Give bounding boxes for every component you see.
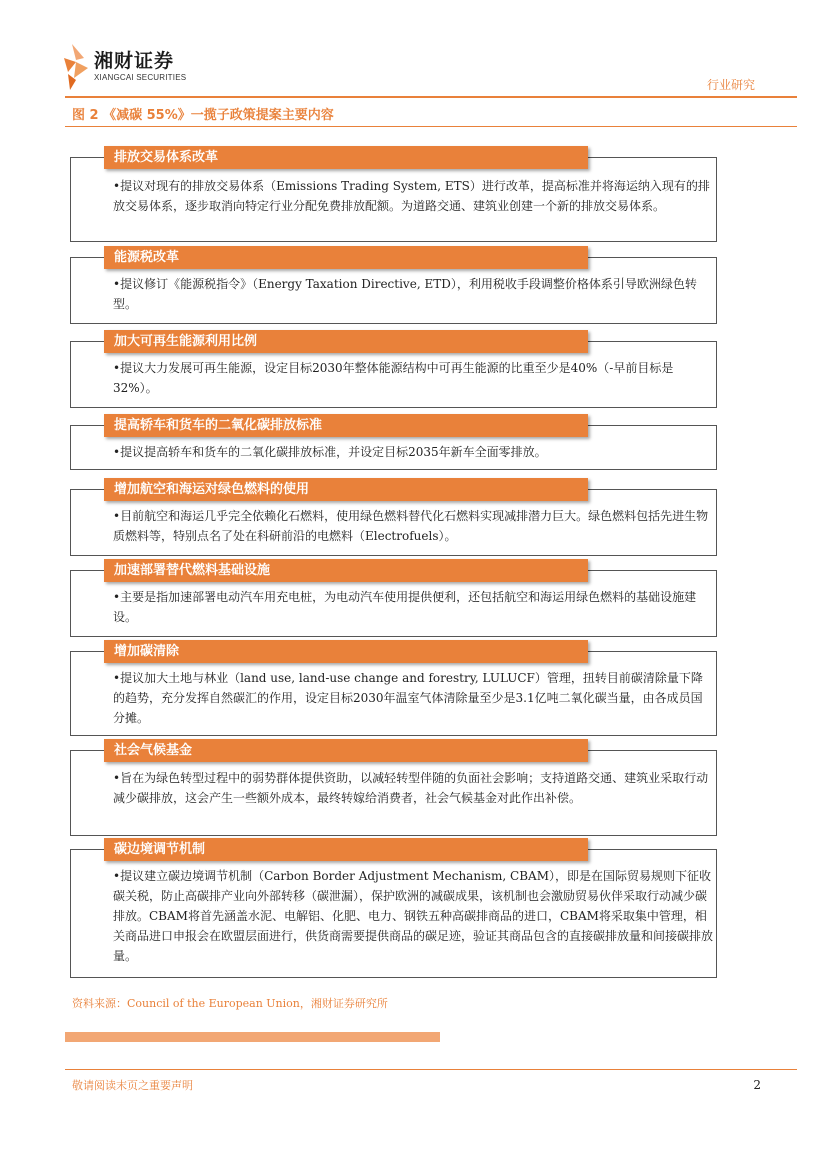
- footer-divider: [65, 1069, 797, 1070]
- section-title: 增加碳清除: [104, 640, 588, 663]
- policy-section: [70, 640, 717, 736]
- section-text: •提议提高轿车和货车的二氧化碳排放标准，并设定目标2035年新车全面零排放。: [113, 445, 547, 459]
- policy-section: [70, 330, 717, 408]
- section-title: 碳边境调节机制: [104, 838, 588, 861]
- section-text: •目前航空和海运几乎完全依赖化石燃料，使用绿色燃料替代化石燃料实现减排潜力巨大。绿色燃料包括先进生物质燃料等，特别点名了处在科研前沿的电燃料（Electrofuels）。: [113, 509, 709, 543]
- page-number: 2: [753, 1078, 761, 1092]
- section-title: 能源税改革: [104, 246, 588, 269]
- section-title: 排放交易体系改革: [104, 146, 588, 169]
- policy-section: [70, 739, 717, 836]
- header-divider: [65, 96, 797, 98]
- section-title: 提高轿车和货车的二氧化碳排放标准: [104, 414, 588, 437]
- figure-title: 图 2 《减碳 55%》一揽子政策提案主要内容: [72, 108, 334, 123]
- section-text: •提议加大土地与林业（land use, land-use change and forestry, LULUCF）管理，扭转目前碳清除量下降的趋势，充分发挥自然碳汇的作用，设定目标2030年温室气体清除量至少是3.1亿吨二氧化碳当量，由各成员国分摊。: [113, 671, 703, 725]
- section-text: •提议大力发展可再生能源，设定目标2030年整体能源结构中可再生能源的比重至少是40%（-早前目标是32%）。: [113, 361, 674, 395]
- section-text: •提议对现有的排放交易体系（Emissions Trading System, ETS）进行改革，提高标准并将海运纳入现有的排放交易体系，逐步取消向特定行业分配免费排放配额。为道路交通、建筑业创建一个新的排放交易体系。: [113, 179, 710, 213]
- section-text: •提议修订《能源税指令》（Energy Taxation Directive, ETD），利用税收手段调整价格体系引导欧洲绿色转型。: [113, 277, 697, 311]
- source-note: 资料来源：Council of the European Union，湘财证券研究所: [72, 997, 388, 1010]
- section-title: 增加航空和海运对绿色燃料的使用: [104, 478, 588, 501]
- policy-section: [70, 559, 717, 637]
- section-text: •旨在为绿色转型过程中的弱势群体提供资助，以减轻转型伴随的负面社会影响；支持道路交通、建筑业采取行动减少碳排放，这会产生一些额外成本，最终转嫁给消费者，社会气候基金对此作出补偿。: [113, 771, 709, 805]
- policy-section: [70, 146, 717, 242]
- figure-divider: [65, 126, 797, 127]
- logo-text-en: XIANGCAI SECURITIES: [94, 73, 187, 82]
- policy-section: [70, 246, 717, 324]
- logo-text-cn: 湘财证券: [94, 50, 175, 72]
- section-title: 社会气候基金: [104, 739, 588, 762]
- policy-section: [70, 838, 717, 978]
- disclaimer-note: 敬请阅读末页之重要声明: [72, 1079, 193, 1092]
- logo-mark-icon: [62, 44, 88, 90]
- section-text: •主要是指加速部署电动汽车用充电桩，为电动汽车使用提供便利，还包括航空和海运用绿色燃料的基础设施建设。: [113, 590, 697, 624]
- section-title: 加速部署替代燃料基础设施: [104, 559, 588, 582]
- section-text: •提议建立碳边境调节机制（Carbon Border Adjustment Mechanism, CBAM），即是在国际贸易规则下征收碳关税，防止高碳排产业向外部转移（碳泄漏），保护欧洲的减碳成果，该机制也会激励贸易伙伴采取行动减少碳排放。CBAM将首先涵盖水泥、电解铝、化肥、电力、钢铁五种高碳排商品的进口，CBAM将采取集中管理，相关商品进口申报会在欧盟层面进行，供货商需要提供商品的碳足迹，验证其商品包含的直接碳排放量和间接碳排放量。: [113, 869, 714, 963]
- footer-bar: [65, 1032, 440, 1042]
- report-category: 行业研究: [706, 78, 755, 92]
- policy-section: [70, 478, 717, 556]
- policy-section: [70, 414, 717, 470]
- company-logo: [62, 44, 187, 90]
- section-title: 加大可再生能源利用比例: [104, 330, 588, 353]
